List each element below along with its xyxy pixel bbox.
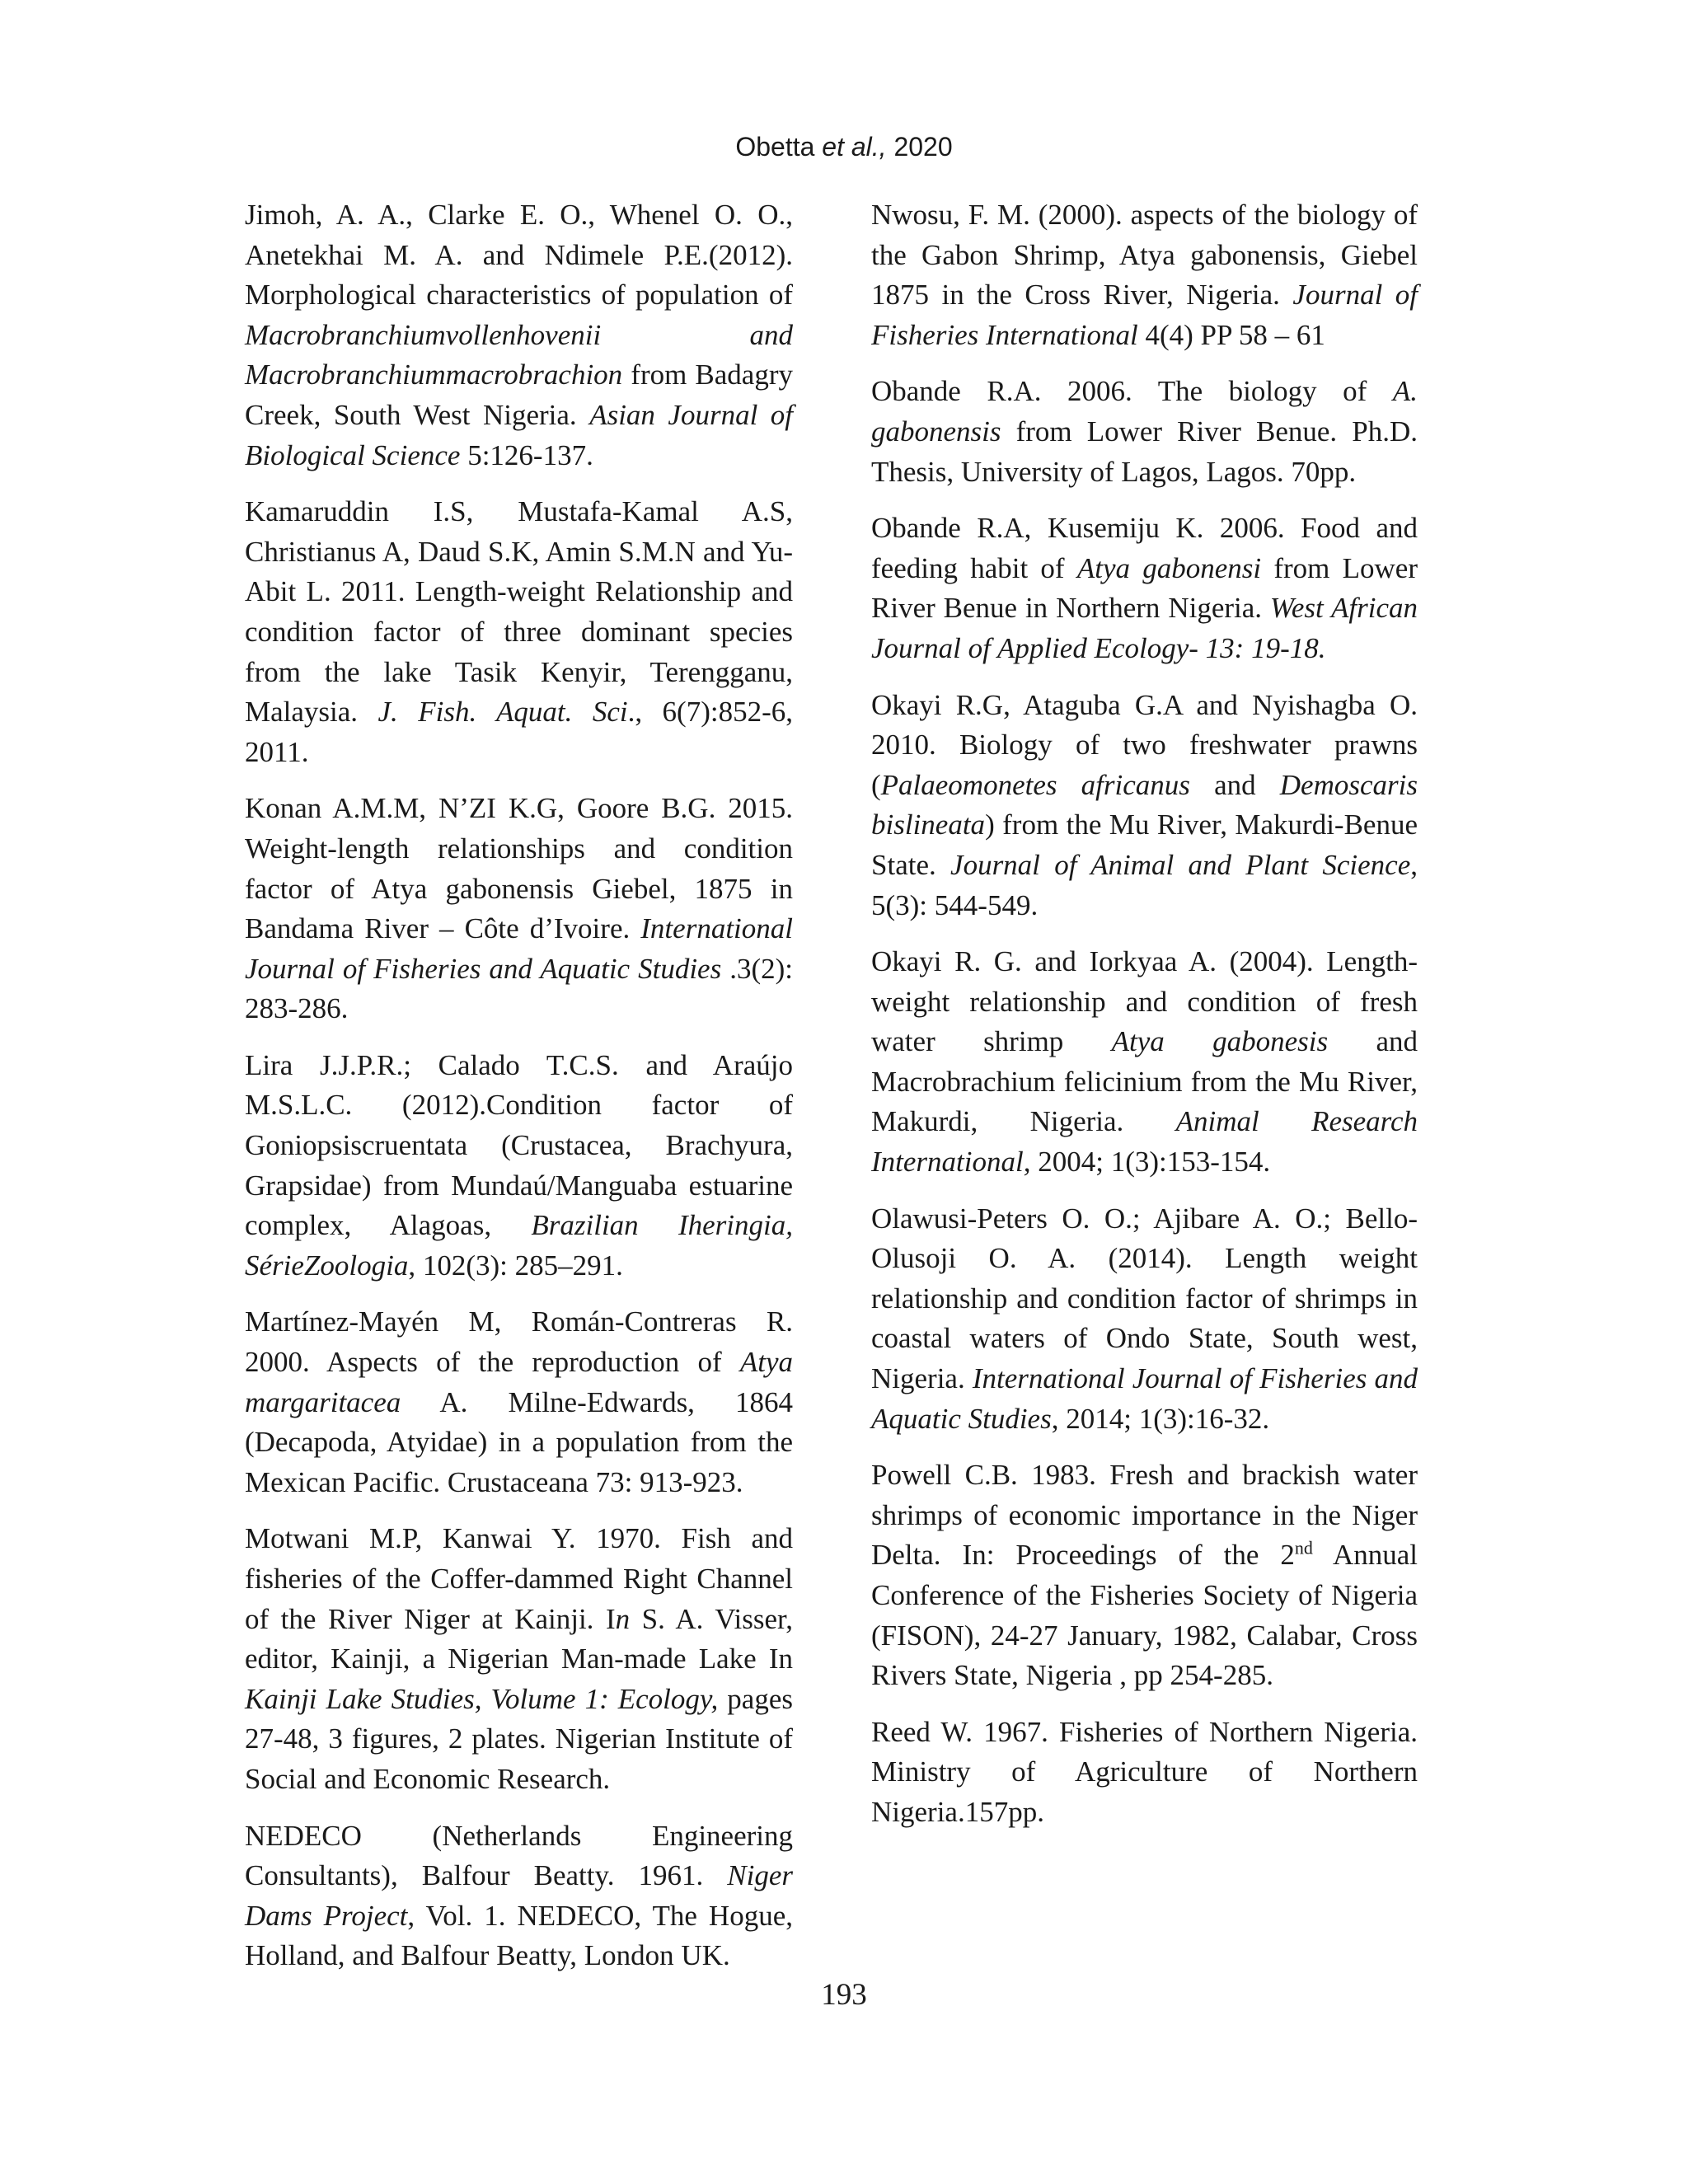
reference-jimoh-2012: Jimoh, A. A., Clarke E. O., Whenel O. O., Anetekhai M. A. and Ndimele P.E.(2012). Morphological characteristics of population of Macrobranchiumvollenhovenii and Macrobranchiummacrobrachion from Badagry Creek, South West Nigeria. Asian Journal of Biological Science 5:126-137. — [245, 199, 794, 471]
reference-nedeco-1961: NEDECO (Netherlands Engineering Consultants), Balfour Beatty. 1961. Niger Dams Project, Vol. 1. NEDECO, The Hogue, Holland, and Balfour Beatty, London UK. — [245, 1819, 793, 1972]
reference-obande-2006a: Obande R.A. 2006. The biology of A. gabonensis from Lower River Benue. Ph.D. Thesis, University of Lagos, Lagos. 70pp. — [871, 375, 1418, 488]
right-column — [871, 195, 1418, 1849]
reference-okayi-2010: Okayi R.G, Ataguba G.A and Nyishagba O. 2010. Biology of two freshwater prawns (Palaeomonetes africanus and Demoscaris bislineata) from the Mu River, Makurdi-Benue State. Journal of Animal and Plant Science, 5(3): 544-549. — [871, 688, 1418, 921]
running-head — [0, 130, 1688, 163]
page-number: 193 — [821, 1978, 867, 2012]
reference-martinez-mayen-2000: Martínez-Mayén M, Román-Contreras R. 2000. Aspects of the reproduction of Atya margaritacea A. Milne-Edwards, 1864 (Decapoda, Atyidae) in a population from the Mexican Pacific. Crustaceana 73: 913-923. — [245, 1305, 793, 1498]
reference-olawusi-peters-2014: Olawusi-Peters O. O.; Ajibare A. O.; Bello-Olusoji O. A. (2014). Length weight relationship and condition factor of shrimps in coastal waters of Ondo State, South west, Nigeria. International Journal of Fisheries and Aquatic Studies, 2014; 1(3):16-32. — [871, 1202, 1418, 1435]
left-column — [245, 195, 793, 1993]
running-head-author: Obetta — [735, 132, 815, 162]
running-head-etal: et al., — [822, 132, 887, 162]
reference-konan-2015: Konan A.M.M, N’ZI K.G, Goore B.G. 2015. Weight-length relationships and condition factor of Atya gabonensis Giebel, 1875 in Bandama River – Côte d’Ivoire. International Journal of Fisheries and Aquatic Studies .3(2): 283-286. — [245, 792, 793, 1025]
reference-kamaruddin-2011: Kamaruddin I.S, Mustafa-Kamal A.S, Christianus A, Daud S.K, Amin S.M.N and Yu-Abit L. 2011. Length-weight Relationship and condition factor of three dominant species from the lake Tasik Kenyir, Terengganu, Malaysia. J. Fish. Aquat. Sci., 6(7):852-6, 2011. — [245, 495, 793, 768]
reference-motwani-1970: Motwani M.P, Kanwai Y. 1970. Fish and fisheries of the Coffer-dammed Right Channel of the River Niger at Kainji. In S. A. Visser, editor, Kainji, a Nigerian Man-made Lake In Kainji Lake Studies, Volume 1: Ecology, pages 27-48, 3 figures, 2 plates. Nigerian Institute of Social and Economic Research. — [245, 1522, 793, 1795]
reference-powell-1983: Powell C.B. 1983. Fresh and brackish water shrimps of economic importance in the Niger Delta. In: Proceedings of the 2nd Annual Conference of the Fisheries Society of Nigeria (FISON), 24-27 January, 1982, Calabar, Cross Rivers State, Nigeria , pp 254-285. — [871, 1459, 1418, 1692]
reference-okayi-2004: Okayi R. G. and Iorkyaa A. (2004). Length-weight relationship and condition of fresh water shrimp Atya gabonesis and Macrobrachium felicinium from the Mu River, Makurdi, Nigeria. Animal Research International, 2004; 1(3):153-154. — [871, 945, 1418, 1179]
reference-obande-2006b: Obande R.A, Kusemiju K. 2006. Food and feeding habit of Atya gabonensi from Lower River Benue in Northern Nigeria. West African Journal of Applied Ecology- 13: 19-18. — [871, 512, 1418, 664]
reference-reed-1967: Reed W. 1967. Fisheries of Northern Nigeria. Ministry of Agriculture of Northern Nigeria.157pp. — [871, 1715, 1418, 1828]
reference-nwosu-2000: Nwosu, F. M. (2000). aspects of the biology of the Gabon Shrimp, Atya gabonensis, Giebel 1875 in the Cross River, Nigeria. Journal of Fisheries International 4(4) PP 58 – 61 — [871, 199, 1418, 351]
reference-lira-2012: Lira J.J.P.R.; Calado T.C.S. and Araújo M.S.L.C. (2012).Condition factor of Goniopsiscruentata (Crustacea, Brachyura, Grapsidae) from Mundaú/Manguaba estuarine complex, Alagoas, Brazilian Iheringia, SérieZoologia, 102(3): 285–291. — [245, 1048, 793, 1282]
running-head-year: 2020 — [893, 132, 953, 162]
